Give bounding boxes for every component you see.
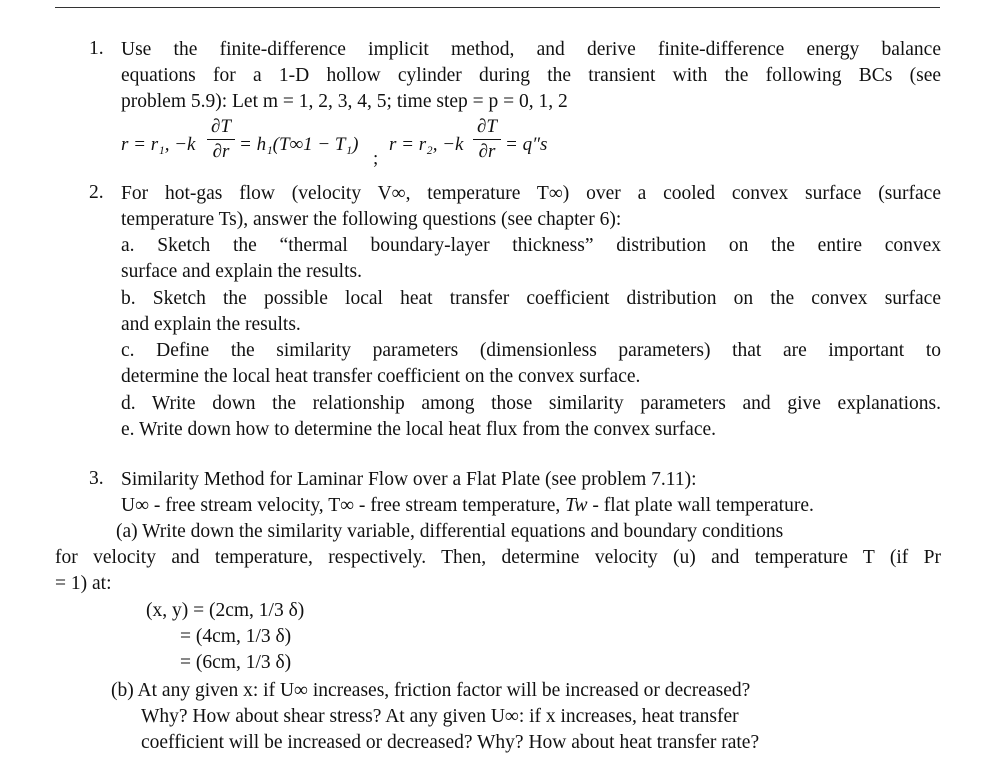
bc2-frac-den: ∂r [478, 141, 496, 162]
q2-line-2: temperature Ts), answer the following questions (see chapter 6): [121, 209, 622, 230]
q1-line-3: problem 5.9): Let m = 1, 2, 3, 4, 5; time step = p = 0, 1, 2 [121, 91, 568, 112]
wall-temp-symbol: Tw [565, 495, 588, 516]
q2-part-d: d. Write down the relationship among those similarity parameters and give explanations. [121, 393, 941, 414]
q3-part-b-2: Why? How about shear stress? At any given U∞: if x increases, heat transfer [141, 706, 739, 727]
q3-point-2: = (4cm, 1/3 δ) [180, 626, 292, 647]
q3-number: 3. [89, 468, 104, 489]
q2-part-c-2: determine the local heat transfer coefficient on the convex surface. [121, 366, 641, 387]
q3-definitions: U∞ - free stream velocity, T∞ - free stream temperature, Tw - flat plate wall temperature. [121, 495, 814, 516]
q3-part-a-2: for velocity and temperature, respectively. Then, determine velocity (u) and temperature T (if Pr [55, 547, 941, 568]
bc1-lhs: r = r₁, −k [121, 134, 196, 155]
q2-part-b-2: and explain the results. [121, 314, 301, 335]
bc-separator: ; [373, 148, 379, 169]
q1-line-1: Use the finite-difference implicit method, and derive finite-difference energy balance [121, 39, 941, 60]
q3-title: Similarity Method for Laminar Flow over a Flat Plate (see problem 7.11): [121, 469, 697, 490]
q3-point-3: = (6cm, 1/3 δ) [180, 652, 292, 673]
bc2-frac-num: ∂T [477, 116, 497, 137]
bc2-rhs: = q″s [505, 134, 548, 155]
bc2-lhs: r = r₂, −k [389, 134, 464, 155]
q2-part-c-1: c. Define the similarity parameters (dimensionless parameters) that are important to [121, 340, 941, 361]
q2-part-e: e. Write down how to determine the local heat flux from the convex surface. [121, 419, 717, 440]
q1-number: 1. [89, 38, 104, 59]
bc1-frac-num: ∂T [211, 116, 231, 137]
q3-part-a-3: = 1) at: [55, 573, 112, 594]
q2-number: 2. [89, 182, 104, 203]
bc1-rhs: = h₁(T∞1 − T₁) [239, 134, 359, 155]
q2-line-1: For hot-gas flow (velocity V∞, temperature T∞) over a cooled convex surface (surface [121, 183, 941, 204]
q1-boundary-conditions [121, 114, 941, 176]
bc1-frac-den: ∂r [212, 141, 230, 162]
q3-part-b-1: (b) At any given x: if U∞ increases, friction factor will be increased or decreased? [111, 680, 751, 701]
q2-part-b-1: b. Sketch the possible local heat transfer coefficient distribution on the convex surface [121, 288, 941, 309]
q3-part-a-1: (a) Write down the similarity variable, differential equations and boundary conditions [116, 521, 784, 542]
q2-part-a-2: surface and explain the results. [121, 261, 362, 282]
top-rule [55, 7, 940, 8]
q1-line-2: equations for a 1-D hollow cylinder during the transient with the following BCs (see [121, 65, 941, 86]
q3-point-1: (x, y) = (2cm, 1/3 δ) [146, 600, 305, 621]
bc1-derivative [207, 116, 235, 163]
bc2-derivative [473, 116, 501, 163]
q2-part-a-1: a. Sketch the “thermal boundary-layer thickness” distribution on the entire convex [121, 235, 941, 256]
q3-part-b-3: coefficient will be increased or decreased? Why? How about heat transfer rate? [141, 732, 760, 753]
